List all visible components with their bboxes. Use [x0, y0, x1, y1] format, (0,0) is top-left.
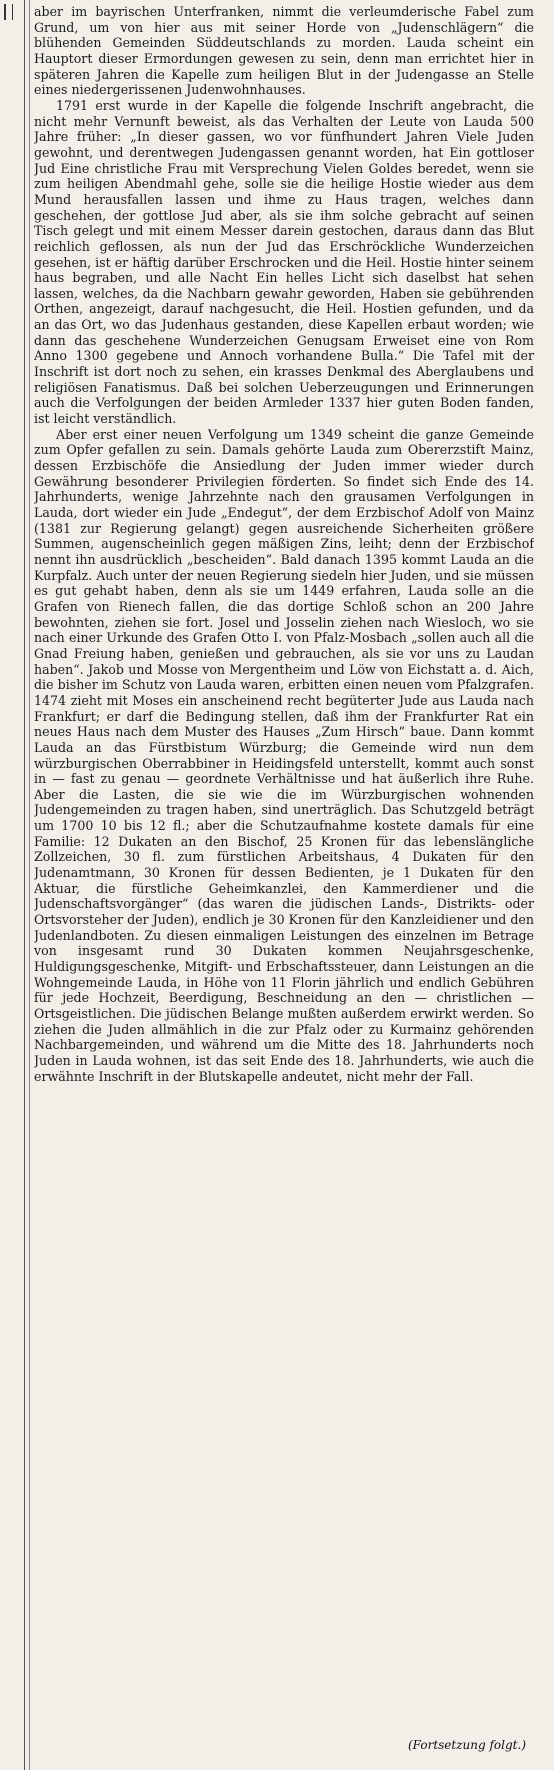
- column-divider-inner: [29, 0, 30, 1770]
- column-divider: [24, 0, 25, 1770]
- paragraph-3: Aber erst einer neuen Verfolgung um 1349 scheint die ganze Gemeinde zum Opfer gefallen zu sein. Damals gehörte Lauda zum Obererzstift Mainz, dessen Erzbischöfe die Ansiedlung der Juden immer wieder durch Gewährung besonderer Privilegien förderten. So findet sich Ende des 14. Jahrhunderts, wenige Jahrzehnte nach den grausamen Verfolgungen in Lauda, dort wieder ein Jude „Endegut“, der dem Erzbischof Adolf von Mainz (1381 zur Regierung gelangt) gegen ausreichende Sicherheiten größere Summen, augenscheinlich gegen mäßigen Zins, leiht; denn der Erzbischof nennt ihn ausdrücklich „bescheiden“. Bald danach 1395 kommt Lauda an die Kurpfalz. Auch unter der neuen Regierung siedeln hier Juden, und sie müssen es gut gehabt haben, denn als sie um 1449 erfahren, Lauda solle an die Grafen von Rienech fallen, die das dortige Schloß schon an 200 Jahre bewohnten, ziehen sie fort. Josel und Josselin ziehen nach Wiesloch, wo sie nach einer Urkunde des Grafen Otto I. von Pfalz-Mosbach „sollen auch all die Gnad Freiung haben, genießen und gebrauchen, als sie vor uns zu Laudan haben“. Jakob und Mosse von Mergentheim und Löw von Eichstatt a. d. Aich, die bisher im Schutz von Lauda waren, erbitten einen neuen vom Pfalzgrafen. 1474 zieht mit Moses ein anscheinend recht begüterter Jude aus Lauda nach Frankfurt; er darf die Bedingung stellen, daß ihm der Frankfurter Rat ein neues Haus nach dem Muster des Hauses „Zum Hirsch“ baue. Dann kommt Lauda an das Fürstbistum Würzburg; die Gemeinde wird nun dem würzburgischen Oberrabbiner in Heidingsfeld unterstellt, kommt auch sonst in — fast zu genau — geordnete Verhältnisse und hat äußerlich ihre Ruhe. Aber die Lasten, die sie wie die im Würzburgischen wohnenden Judengemeinden zu tragen haben, sind unerträglich. Das Schutzgeld beträgt um 1700 10 bis 12 fl.; aber die Schutzaufnahme kostete damals für eine Familie: 12 Dukaten an den Bischof, 25 Kronen für das lebenslängliche Zollzeichen, 30 fl. zum fürstlichen Arbeitshaus, 4 Dukaten für den Judenamtmann, 30 Kronen für dessen Bedienten, je 1 Dukaten für den Aktuar, die fürstliche Geheimkanzlei, den Kammerdiener und die Judenschaftsvorgänger“ (das waren die jüdischen Lands-, Distrikts- oder Ortsvorsteher der Juden), endlich je 30 Kronen für den Kanzleidiener und den Judenlandboten. Zu diesen einmaligen Leistungen des einzelnen im Betrage von insgesamt rund 30 Dukaten kommen Neujahrsgeschenke, Huldigungsgeschenke, Mitgift- und Erbschaftssteuer, dann Leistungen an die Wohngemeinde Lauda, in Höhe von 11 Florin jährlich und endlich Gebühren für jede Hochzeit, Beerdigung, Beschneidung an den — christlichen — Ortsgeistlichen. Die jüdischen Belange mußten außerdem erwirkt werden. So ziehen die Juden allmählich in die zur Pfalz oder zu Kurmainz gehörenden Nachbargemeinden, und während um die Mitte des 18. Jahrhunderts noch Juden in Lauda wohnen, ist das seit Ende des 18. Jahrhunderts, wie auch die erwähnte Inschrift in der Blutskapelle andeutet, nicht mehr der Fall.: [34, 426, 534, 1084]
- article-body: [34, 4, 534, 1764]
- previous-column-edge: [4, 4, 13, 20]
- paragraph-1: aber im bayrischen Unterfranken, nimmt die verleumderische Fabel zum Grund, um von hier aus mit seiner Horde von „Judenschlägern“ die blühenden Gemeinden Süddeutschlands zu morden. Lauda scheint ein Hauptort dieser Ermordungen gewesen zu sein, denn man errichtet hier in späteren Jahren die Kapelle zum heiligen Blut in der Judengasse an Stelle eines niedergerissenen Judenwohnhauses.: [34, 4, 534, 98]
- paragraph-2: 1791 erst wurde in der Kapelle die folgende Inschrift angebracht, die nicht mehr Vernunft beweist, als das Verhalten der Leute von Lauda 500 Jahre früher: „In dieser gassen, wo vor fünfhundert Jahren Viele Juden gewohnt, und derentwegen Judengassen genannt worden, hat Ein gottloser Jud Eine christliche Frau mit Versprechung Vielen Goldes beredet, wenn sie zum heiligen Abendmahl gehe, solle sie die heilige Hostie wieder aus dem Mund herausfallen lassen und ihme zu Haus tragen, welches dann geschehen, der gottlose Jud aber, als sie ihm solche gebracht auf seinen Tisch gelegt und mit einem Messer darein gestochen, daraus dann das Blut reichlich geflossen, als nun der Jud das Erschröckliche Wunderzeichen gesehen, ist er häftig darüber Erschrocken und die Heil. Hostie hinter seinem haus begraben, und alle Nacht Ein helles Licht sich daselbst hat sehen lassen, welches, da die Nachbarn gewahr geworden, Haben sie gebührenden Orthen, angezeigt, darauf nachgesucht, die Heil. Hostien gefunden, und da an das Ort, wo das Judenhaus gestanden, diese Kapellen erbaut worden; wie dann das geschehene Wunderzeichen Genugsam Erweiset eine von Rom Anno 1300 gegebene und Annoch vorhandene Bulla.“ Die Tafel mit der Inschrift ist dort noch zu sehen, ein krasses Denkmal des Aberglaubens und religiösen Fanatismus. Daß bei solchen Ueberzeugungen und Erinnerungen auch die Verfolgungen der beiden Armleder 1337 hier guten Boden fanden, ist leicht verständlich.: [34, 97, 534, 427]
- continuation-note: (Fortsetzung folgt.): [408, 1738, 526, 1752]
